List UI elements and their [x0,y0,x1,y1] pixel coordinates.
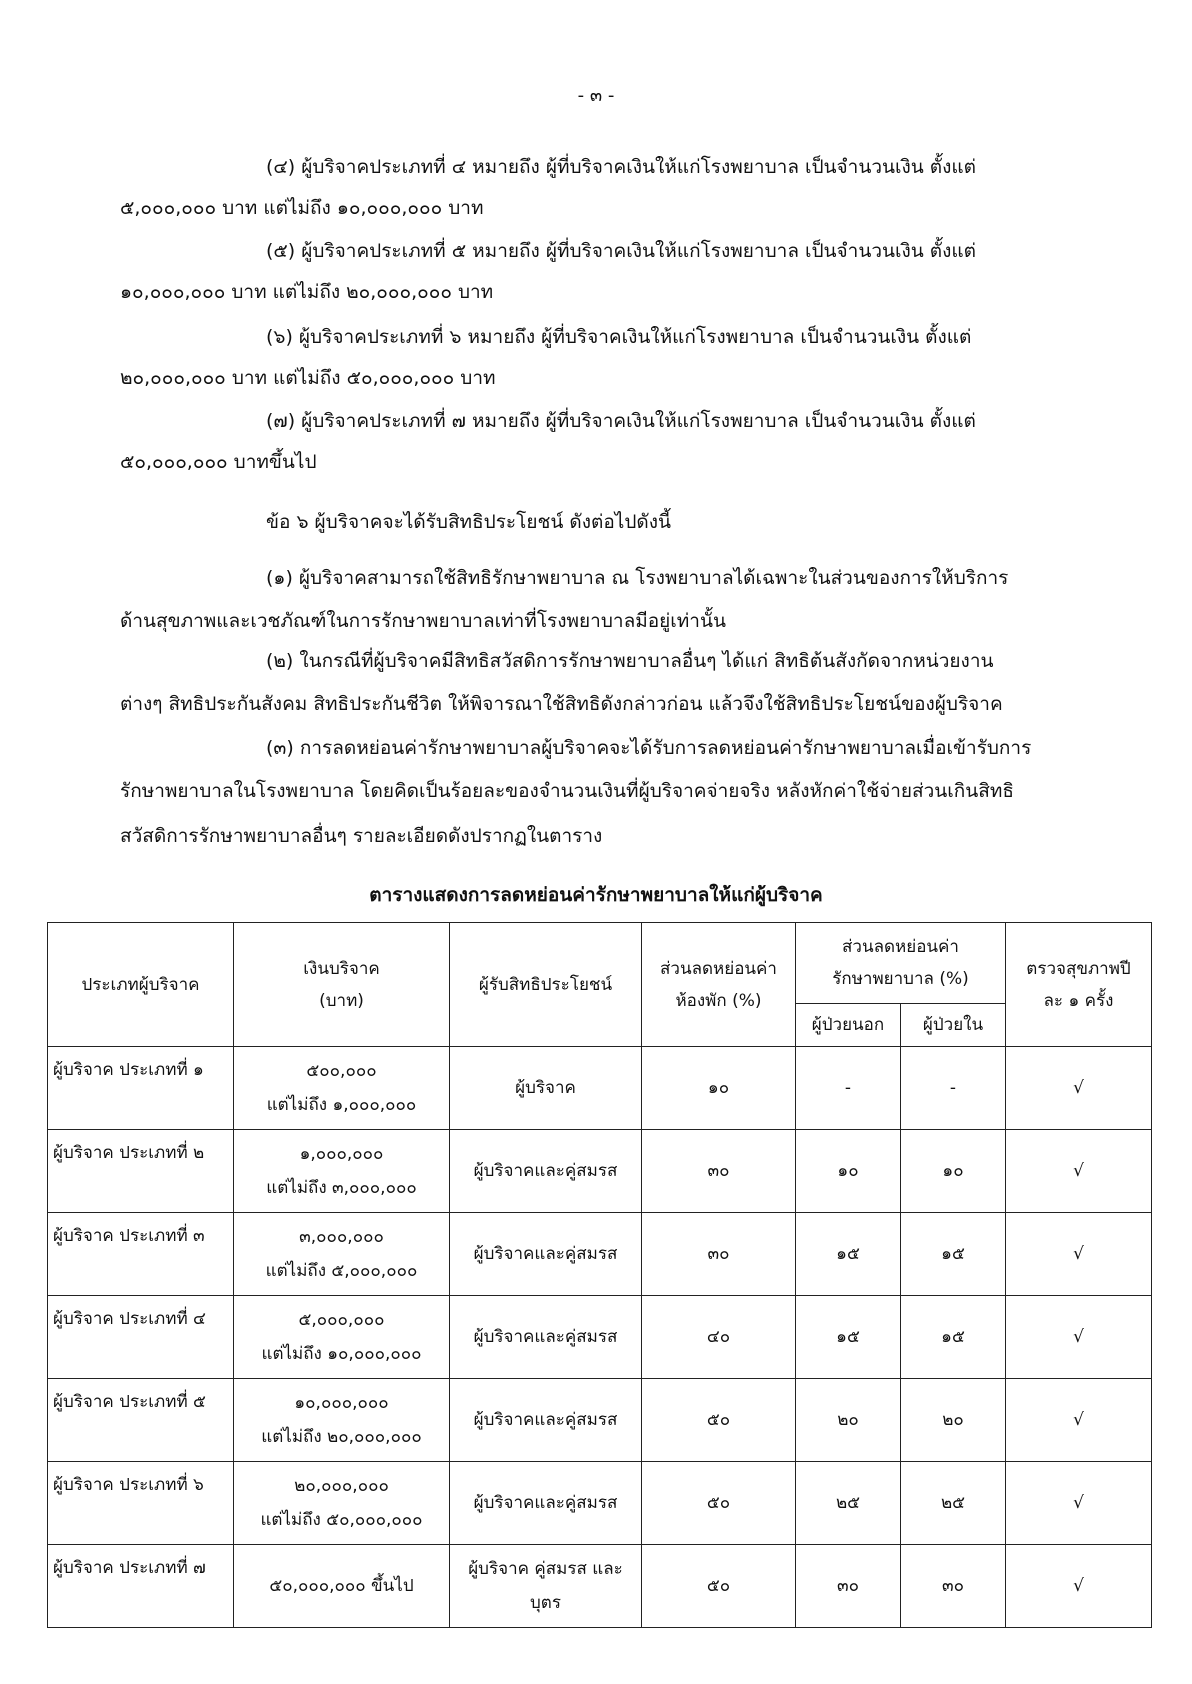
amount-cell [234,1047,450,1130]
clause-6-item-3-cont2: สวัสดิการรักษาพยาบาลอื่นๆ รายละเอียดดังปรากฏในตาราง [120,825,603,847]
amount-line2: แต่ไม่ถึง ๑,๐๐๐,๐๐๐ [266,1095,417,1115]
inpatient-cell: ๑๐ [901,1130,1006,1213]
beneficiary-line2: บุตร [530,1593,561,1613]
outpatient-cell: ๓๐ [796,1545,901,1628]
header-checkup-line2: ละ ๑ ครั้ง [1043,990,1114,1011]
room-discount-cell: ๑๐ [642,1047,796,1130]
clause-6-item-1-cont: ด้านสุขภาพและเวชภัณฑ์ในการรักษาพยาบาลเท่าที่โรงพยาบาลมีอยู่เท่านั้น [120,610,726,632]
header-room-line2: ห้องพัก (%) [675,990,762,1011]
inpatient-cell: ๑๕ [901,1213,1006,1296]
amount-cell [234,1213,450,1296]
inpatient-cell: - [901,1047,1006,1130]
inpatient-cell: ๓๐ [901,1545,1006,1628]
outpatient-cell: ๑๕ [796,1296,901,1379]
header-medical-discount [796,923,1006,1004]
donor-type-cell: ผู้บริจาค ประเภทที่ ๒ [48,1130,234,1213]
beneficiary-cell: ผู้บริจาคและคู่สมรส [450,1462,642,1545]
table-row [48,1379,1152,1462]
header-beneficiary: ผู้รับสิทธิประโยชน์ [450,923,642,1047]
donor-type-cell: ผู้บริจาค ประเภทที่ ๕ [48,1379,234,1462]
amount-line2: แต่ไม่ถึง ๒๐,๐๐๐,๐๐๐ [261,1427,422,1447]
donor-type-cell: ผู้บริจาค ประเภทที่ ๑ [48,1047,234,1130]
page-number: - ๓ - [577,85,615,106]
room-discount-cell: ๕๐ [642,1545,796,1628]
amount-line1: ๑๐,๐๐๐,๐๐๐ [294,1393,389,1413]
beneficiary-line1: ผู้บริจาค คู่สมรส และ [468,1559,623,1579]
header-inpatient: ผู้ป่วยใน [901,1004,1006,1047]
amount-line1: ๒๐,๐๐๐,๐๐๐ [294,1476,389,1496]
table-row [48,1545,1152,1628]
header-donor-type: ประเภทผู้บริจาค [48,923,234,1047]
paragraph-7-cont: ๕๐,๐๐๐,๐๐๐ บาทขึ้นไป [120,451,317,473]
header-checkup-line1: ตรวจสุขภาพปี [1026,958,1131,979]
discount-table [47,922,1152,1628]
room-discount-cell: ๓๐ [642,1213,796,1296]
beneficiary-cell: ผู้บริจาคและคู่สมรส [450,1296,642,1379]
amount-cell [234,1130,450,1213]
paragraph-6: (๖) ผู้บริจาคประเภทที่ ๖ หมายถึง ผู้ที่บริจาคเงินให้แก่โรงพยาบาล เป็นจำนวนเงิน ตั้งแต่ [266,326,972,348]
header-amount [234,923,450,1047]
donor-type-cell: ผู้บริจาค ประเภทที่ ๔ [48,1296,234,1379]
beneficiary-cell: ผู้บริจาคและคู่สมรส [450,1130,642,1213]
clause-6-item-3-cont: รักษาพยาบาลในโรงพยาบาล โดยคิดเป็นร้อยละของจำนวนเงินที่ผู้บริจาคจ่ายจริง หลังหักค่าใช้จ่ายส่วนเกินสิทธิ [120,780,1014,802]
clause-6-item-2-cont: ต่างๆ สิทธิประกันสังคม สิทธิประกันชีวิต ให้พิจารณาใช้สิทธิดังกล่าวก่อน แล้วจึงใช้สิทธิประโยชน์ของผู้บริจาค [120,693,1003,715]
checkmark-icon: √ [1006,1047,1152,1130]
beneficiary-cell: ผู้บริจาคและคู่สมรส [450,1213,642,1296]
amount-line1: ๑,๐๐๐,๐๐๐ [299,1144,384,1164]
checkmark-icon: √ [1006,1213,1152,1296]
checkmark-icon: √ [1006,1462,1152,1545]
amount-cell [234,1462,450,1545]
clause-6-item-3: (๓) การลดหย่อนค่ารักษาพยาบาลผู้บริจาคจะได้รับการลดหย่อนค่ารักษาพยาบาลเมื่อเข้ารับการ [266,737,1032,759]
paragraph-4-cont: ๕,๐๐๐,๐๐๐ บาท แต่ไม่ถึง ๑๐,๐๐๐,๐๐๐ บาท [120,197,484,219]
donor-type-cell: ผู้บริจาค ประเภทที่ ๗ [48,1545,234,1628]
amount-cell [234,1379,450,1462]
outpatient-cell: - [796,1047,901,1130]
room-discount-cell: ๔๐ [642,1296,796,1379]
checkmark-icon: √ [1006,1545,1152,1628]
clause-6-heading: ข้อ ๖ ผู้บริจาคจะได้รับสิทธิประโยชน์ ดังต่อไปดังนี้ [266,511,671,533]
checkmark-icon: √ [1006,1130,1152,1213]
outpatient-cell: ๒๕ [796,1462,901,1545]
inpatient-cell: ๒๐ [901,1379,1006,1462]
header-room-discount [642,923,796,1047]
header-medical-line2: รักษาพยาบาล (%) [832,969,969,989]
header-amount-line1: เงินบริจาค [303,958,380,979]
amount-line1: ๕,๐๐๐,๐๐๐ [298,1310,385,1330]
outpatient-cell: ๒๐ [796,1379,901,1462]
clause-6-item-2: (๒) ในกรณีที่ผู้บริจาคมีสิทธิสวัสดิการรักษาพยาบาลอื่นๆ ได้แก่ สิทธิต้นสังกัดจากหน่วยงาน [266,650,994,672]
amount-line2: แต่ไม่ถึง ๓,๐๐๐,๐๐๐ [266,1178,417,1198]
inpatient-cell: ๑๕ [901,1296,1006,1379]
header-outpatient: ผู้ป่วยนอก [796,1004,901,1047]
checkmark-icon: √ [1006,1296,1152,1379]
amount-cell: ๕๐,๐๐๐,๐๐๐ ขึ้นไป [234,1545,450,1628]
amount-line1: ๓,๐๐๐,๐๐๐ [299,1227,384,1247]
table-caption: ตารางแสดงการลดหย่อนค่ารักษาพยาบาลให้แก่ผู้บริจาค [369,884,823,906]
paragraph-7: (๗) ผู้บริจาคประเภทที่ ๗ หมายถึง ผู้ที่บริจาคเงินให้แก่โรงพยาบาล เป็นจำนวนเงิน ตั้งแต่ [266,410,976,432]
outpatient-cell: ๑๕ [796,1213,901,1296]
header-medical-line1: ส่วนลดหย่อนค่า [842,937,959,957]
table-row [48,1462,1152,1545]
beneficiary-cell: ผู้บริจาคและคู่สมรส [450,1379,642,1462]
room-discount-cell: ๕๐ [642,1379,796,1462]
beneficiary-cell: ผู้บริจาค [450,1047,642,1130]
inpatient-cell: ๒๕ [901,1462,1006,1545]
amount-cell [234,1296,450,1379]
header-checkup [1006,923,1152,1047]
table-row [48,1047,1152,1130]
donor-type-cell: ผู้บริจาค ประเภทที่ ๖ [48,1462,234,1545]
amount-line1: ๕๐๐,๐๐๐ [306,1061,377,1081]
table-row [48,1296,1152,1379]
outpatient-cell: ๑๐ [796,1130,901,1213]
header-room-line1: ส่วนลดหย่อนค่า [660,958,777,979]
paragraph-5-cont: ๑๐,๐๐๐,๐๐๐ บาท แต่ไม่ถึง ๒๐,๐๐๐,๐๐๐ บาท [120,281,494,303]
paragraph-6-cont: ๒๐,๐๐๐,๐๐๐ บาท แต่ไม่ถึง ๕๐,๐๐๐,๐๐๐ บาท [120,367,496,389]
donor-type-cell: ผู้บริจาค ประเภทที่ ๓ [48,1213,234,1296]
room-discount-cell: ๓๐ [642,1130,796,1213]
amount-line2: แต่ไม่ถึง ๕๐,๐๐๐,๐๐๐ [260,1510,423,1530]
paragraph-5: (๕) ผู้บริจาคประเภทที่ ๕ หมายถึง ผู้ที่บริจาคเงินให้แก่โรงพยาบาล เป็นจำนวนเงิน ตั้งแต่ [266,240,976,262]
table-row [48,1213,1152,1296]
table-row [48,1130,1152,1213]
paragraph-4: (๔) ผู้บริจาคประเภทที่ ๔ หมายถึง ผู้ที่บริจาคเงินให้แก่โรงพยาบาล เป็นจำนวนเงิน ตั้งแต่ [266,156,976,178]
room-discount-cell: ๕๐ [642,1462,796,1545]
checkmark-icon: √ [1006,1379,1152,1462]
header-amount-line2: (บาท) [319,990,364,1011]
amount-line2: แต่ไม่ถึง ๑๐,๐๐๐,๐๐๐ [261,1344,422,1364]
amount-line2: แต่ไม่ถึง ๕,๐๐๐,๐๐๐ [265,1261,418,1281]
clause-6-item-1: (๑) ผู้บริจาคสามารถใช้สิทธิรักษาพยาบาล ณ โรงพยาบาลได้เฉพาะในส่วนของการให้บริการ [266,567,1009,589]
beneficiary-cell [450,1545,642,1628]
